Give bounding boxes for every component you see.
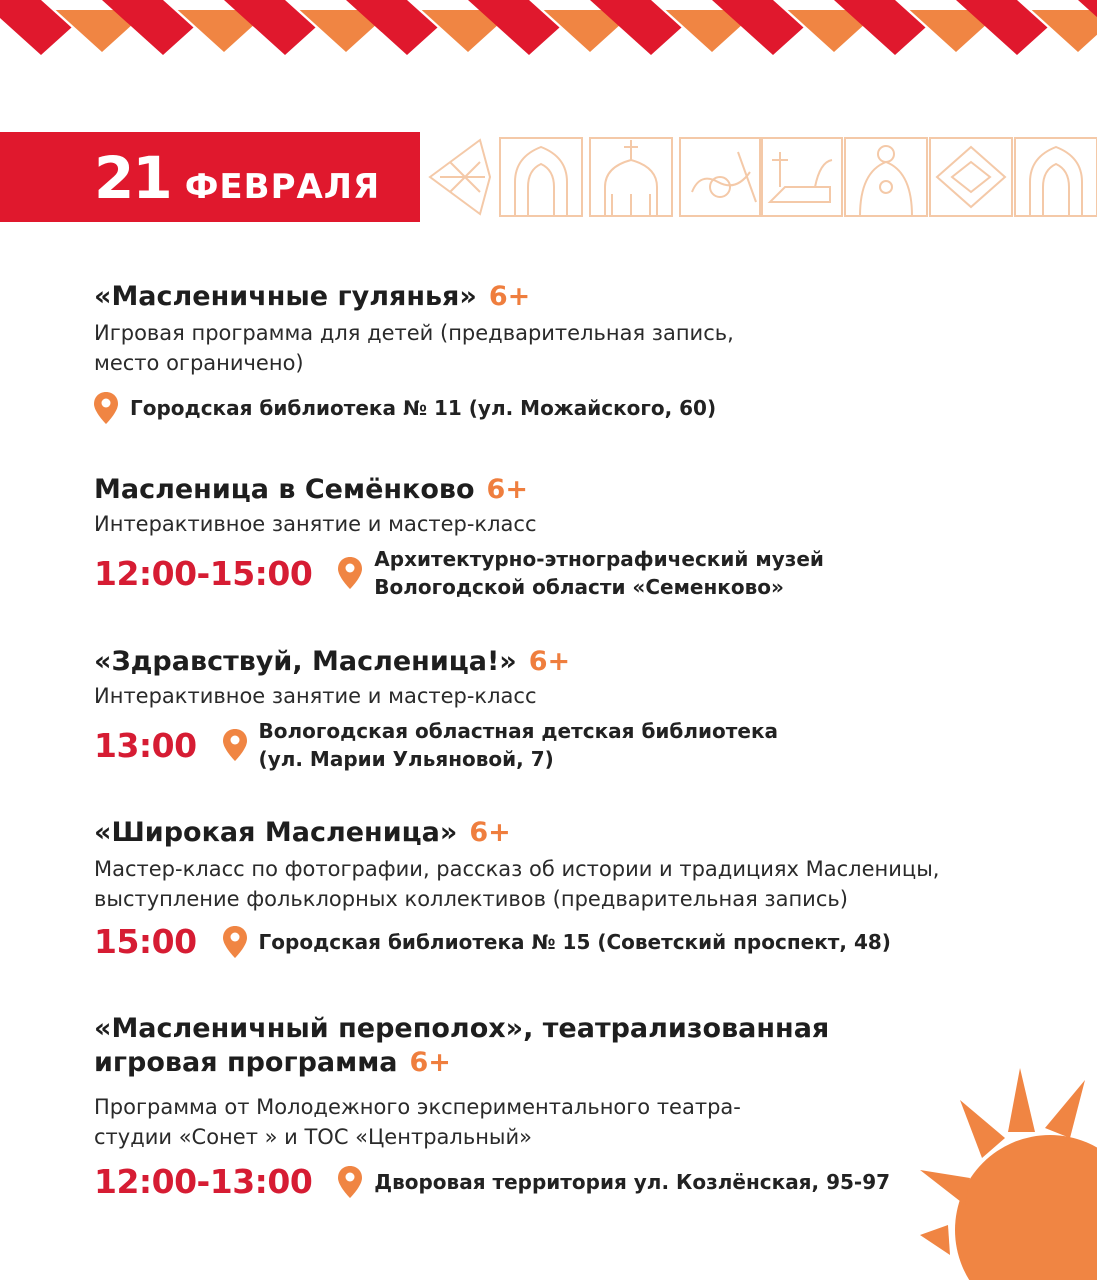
map-pin-icon xyxy=(338,1166,362,1198)
event-title-text: «Здравствуй, Масленица!» xyxy=(94,646,517,677)
description-line: Интерактивное занятие и мастер-класс xyxy=(94,512,537,536)
event-meta xyxy=(94,545,1054,601)
event-title-text: Масленица в Семёнково xyxy=(94,474,475,505)
location-line: Архитектурно-этнографический музей xyxy=(374,547,824,571)
event-title xyxy=(94,473,1054,507)
event-location xyxy=(130,394,716,422)
event-meta xyxy=(94,922,1054,961)
location-line: Вологодская областная детская библиотека xyxy=(258,719,779,743)
location-line: Дворовая территория ул. Козлёнская, 95-97 xyxy=(374,1169,891,1194)
event-location xyxy=(374,1168,890,1196)
description-line: место ограничено) xyxy=(94,351,304,375)
event-location xyxy=(259,928,891,956)
event-description xyxy=(94,1092,1054,1152)
map-pin-icon xyxy=(94,392,118,424)
event-time: 12:00-15:00 xyxy=(94,553,313,593)
event-5 xyxy=(94,1012,1054,1201)
map-pin-icon xyxy=(223,729,247,761)
description-line: студии «Сонет » и ТОС «Центральный» xyxy=(94,1125,532,1149)
banner-month: ФЕВРАЛЯ xyxy=(184,167,381,207)
description-line: выступление фольклорных коллективов (предварительная запись) xyxy=(94,887,848,911)
event-time: 15:00 xyxy=(94,922,197,961)
location-line: (ул. Марии Ульяновой, 7) xyxy=(258,747,554,771)
event-title-text: «Масленичный переполох», театрализованная xyxy=(94,1013,830,1044)
event-4 xyxy=(94,816,1054,961)
location-line: Городская библиотека № 11 (ул. Можайского, 60) xyxy=(130,396,717,420)
event-description xyxy=(94,318,1054,378)
event-title-text: «Широкая Масленица» xyxy=(94,817,458,848)
event-meta xyxy=(94,392,1054,424)
event-title-text: «Масленичные гулянья» xyxy=(94,281,477,312)
description-line: Игровая программа для детей (предварительная запись, xyxy=(94,321,734,345)
age-rating: 6+ xyxy=(528,646,571,677)
description-line: Программа от Молодежного экспериментального театра- xyxy=(94,1095,741,1119)
event-location xyxy=(374,545,824,601)
banner-day: 21 xyxy=(94,144,171,212)
event-title-text: игровая программа xyxy=(94,1047,398,1078)
event-2 xyxy=(94,473,1054,601)
location-line: Городская библиотека № 15 (Советский проспект, 48) xyxy=(258,929,891,954)
age-rating: 6+ xyxy=(409,1047,451,1078)
location-line: Вологодской области «Семенково» xyxy=(374,575,784,599)
sun-icon xyxy=(920,1060,1097,1280)
top-triangle-pattern xyxy=(0,0,1097,60)
description-line: Мастер-класс по фотографии, рассказ об истории и традициях Масленицы, xyxy=(94,857,940,881)
event-description xyxy=(94,854,1054,914)
event-title xyxy=(94,1012,1054,1080)
event-meta xyxy=(94,1162,1054,1201)
banner-date xyxy=(94,144,380,214)
event-meta xyxy=(94,717,1054,773)
event-description xyxy=(94,681,1054,711)
folk-ornament-strip xyxy=(420,132,1097,222)
event-time: 12:00-13:00 xyxy=(94,1162,313,1201)
event-description xyxy=(94,509,1054,539)
age-rating: 6+ xyxy=(488,281,531,312)
map-pin-icon xyxy=(338,557,362,589)
age-rating: 6+ xyxy=(469,817,511,848)
event-title xyxy=(94,280,1054,314)
description-line: Интерактивное занятие и мастер-класс xyxy=(94,684,537,708)
event-title xyxy=(94,816,1054,850)
event-1 xyxy=(94,280,1054,424)
event-title xyxy=(94,645,1054,679)
event-3 xyxy=(94,645,1054,773)
event-location xyxy=(259,717,778,773)
map-pin-icon xyxy=(223,926,247,958)
age-rating: 6+ xyxy=(486,474,528,505)
event-time: 13:00 xyxy=(94,725,197,765)
date-banner xyxy=(0,132,1097,222)
